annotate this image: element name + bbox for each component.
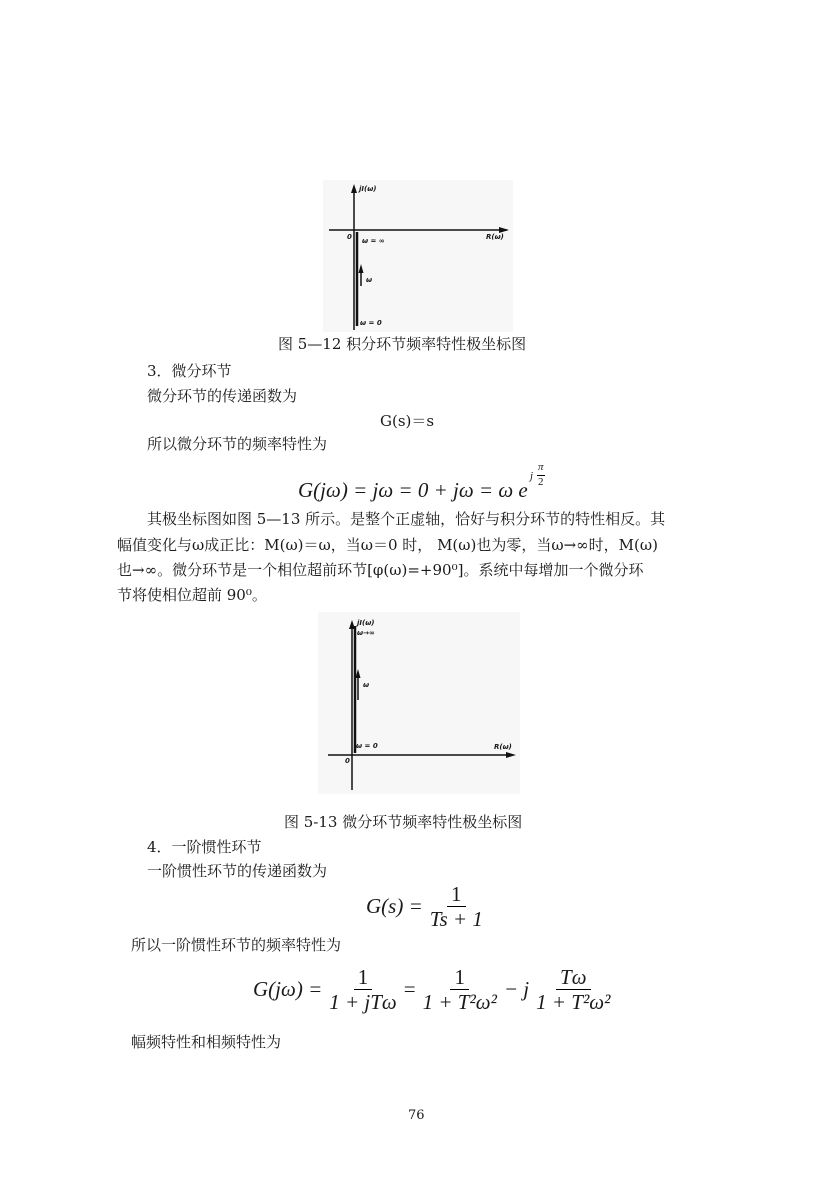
locus-arrowhead (359, 264, 364, 273)
section-3-paragraph-line-1: 其极坐标图如图 5—13 所示。是整个正虚轴，恰好与积分环节的特性相反。其 (147, 510, 666, 528)
inertial-frequency-equation (253, 966, 617, 1013)
omega-infinity-label: ω→∞ (357, 629, 375, 637)
freq-fraction-1-numerator: 1 (354, 966, 373, 990)
x-axis-arrowhead (506, 752, 516, 758)
freq-fraction-1 (325, 966, 401, 1013)
figure-5-13-caption: 图 5-13 微分环节频率特性极坐标图 (284, 813, 523, 831)
exponent-pi: π (538, 461, 544, 473)
freq-fraction-1-denominator: 1 + jTω (329, 990, 397, 1014)
section-3-paragraph-line-4: 节将使相位超前 90⁰。 (117, 586, 267, 604)
freq-equals: = (403, 977, 416, 1001)
freq-fraction-3-numerator: Tω (556, 966, 591, 990)
freq-minus-j: − j (503, 977, 530, 1001)
y-axis-label: jI(ω) (359, 185, 377, 193)
omega-infinity-label: ω = ∞ (362, 237, 385, 245)
polar-plot-5-12 (323, 180, 513, 332)
inertial-transfer-function (366, 883, 490, 930)
y-axis-arrowhead (351, 184, 357, 193)
figure-5-12-caption: 图 5—12 积分环节频率特性极坐标图 (278, 335, 527, 353)
omega-arrow-label: ω (366, 276, 373, 284)
freq-fraction-3 (532, 966, 614, 1013)
exponent-j: j (530, 470, 534, 482)
equation-main: G(jω) = jω = 0 + jω = ω e (298, 478, 528, 502)
omega-zero-label: ω = 0 (356, 742, 378, 750)
section-4-heading: 4．一阶惯性环节 (147, 838, 262, 856)
section-3-freq-intro: 所以微分环节的频率特性为 (147, 435, 328, 453)
differentiator-transfer-function: G(s)＝s (380, 412, 435, 430)
section-3-paragraph-line-2: 幅值变化与ω成正比：M(ω)＝ω，当ω＝0 时， M(ω)也为零，当ω→∞时，M(ω) (117, 536, 658, 554)
x-axis-label: R(ω) (494, 743, 512, 751)
section-3-intro: 微分环节的传递函数为 (147, 387, 298, 405)
origin-label: 0 (347, 233, 352, 241)
omega-arrow-label: ω (363, 681, 370, 689)
y-axis-label: jI(ω) (357, 619, 375, 627)
tf-lhs: G(s) = (366, 894, 423, 918)
origin-label: 0 (345, 757, 350, 765)
figure-5-13 (318, 612, 520, 794)
omega-zero-label: ω = 0 (360, 319, 382, 327)
freq-fraction-2-denominator: 1 + T²ω² (422, 990, 497, 1014)
x-axis-label: R(ω) (486, 233, 504, 241)
section-4-freq-intro: 所以一阶惯性环节的频率特性为 (131, 936, 342, 954)
page-number: 76 (408, 1108, 425, 1123)
differentiator-frequency-equation (298, 461, 544, 503)
section-3-heading: 3．微分环节 (147, 362, 232, 380)
tf-denominator: Ts + 1 (429, 907, 483, 931)
section-4-closing: 幅频特性和相频特性为 (131, 1033, 282, 1051)
figure-5-12 (323, 180, 513, 332)
section-3-paragraph-line-3: 也→∞。微分环节是一个相位超前环节[φ(ω)=+90⁰]。系统中每增加一个微分环 (117, 561, 644, 579)
freq-lhs: G(jω) = (253, 977, 323, 1001)
freq-fraction-2 (419, 966, 501, 1013)
tf-fraction (426, 883, 487, 930)
exponent-two: 2 (538, 476, 544, 488)
freq-fraction-2-numerator: 1 (450, 966, 469, 990)
polar-plot-5-13 (318, 612, 520, 794)
tf-numerator: 1 (447, 883, 466, 907)
freq-fraction-3-denominator: 1 + T²ω² (536, 990, 611, 1014)
section-4-intro: 一阶惯性环节的传递函数为 (147, 862, 328, 880)
